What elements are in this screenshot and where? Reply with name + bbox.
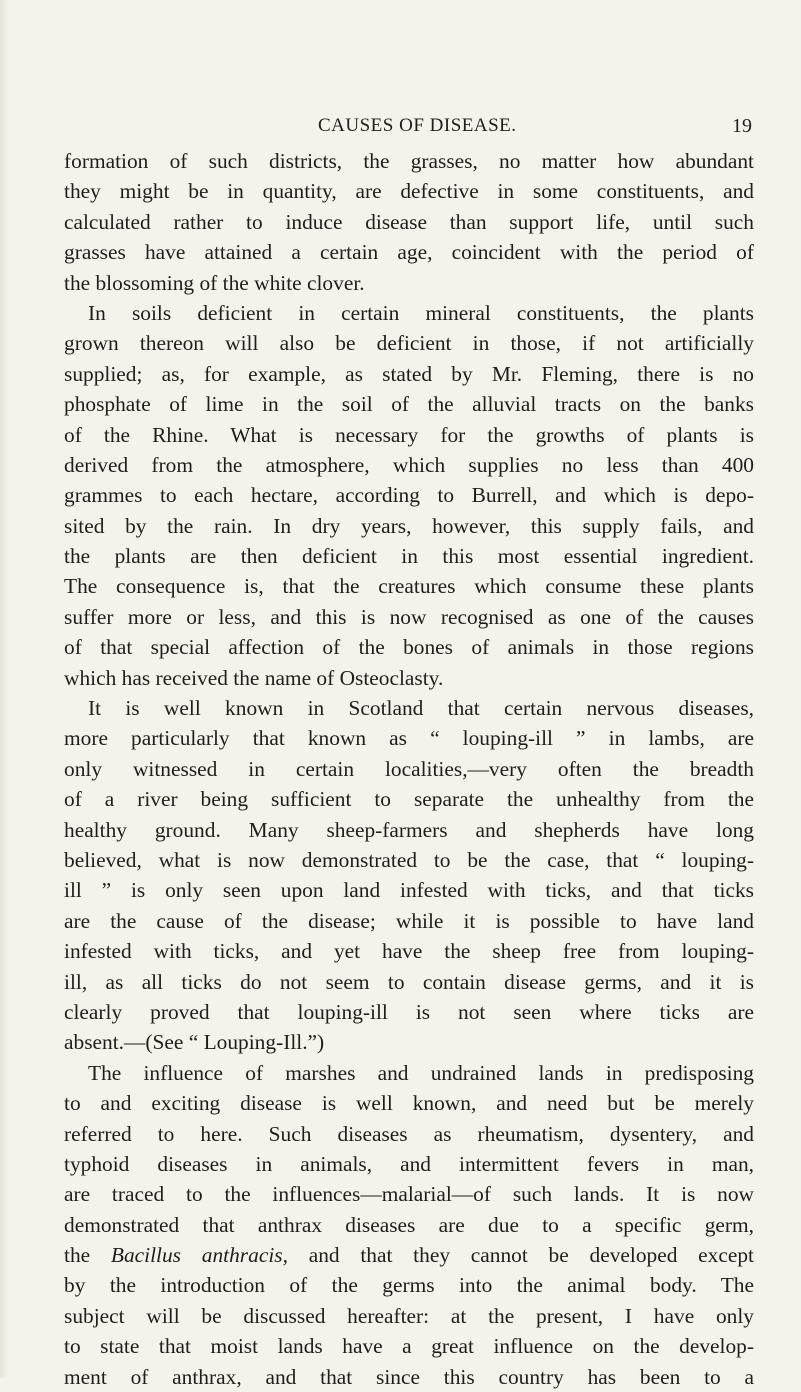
text-line: derived from the atmosphere, which supplies no less than 400 — [64, 452, 754, 477]
text-segment: the — [64, 1243, 111, 1268]
text-line: to state that moist lands have a great influence on the develop- — [64, 1334, 754, 1359]
running-head — [0, 115, 801, 145]
text-line: calculated rather to induce disease than support life, until such — [64, 209, 754, 234]
text-line: absent.—(See “ Louping-Ill.”) — [64, 1030, 325, 1055]
text-line: clearly proved that louping-ill is not seen where ticks are — [64, 999, 754, 1024]
text-line: formation of such districts, the grasses, no matter how abundant — [64, 149, 754, 173]
text-line: typhoid diseases in animals, and intermittent fevers in man, — [64, 1151, 754, 1176]
text-line: referred to here. Such diseases as rheumatism, dysentery, and — [64, 1121, 754, 1146]
text-line: by the introduction of the germs into the animal body. The — [64, 1273, 754, 1298]
page-gutter-shadow — [0, 0, 8, 1378]
text-line: grasses have attained a certain age, coincident with the period of — [64, 240, 754, 265]
text-line: they might be in quantity, are defective in some constituents, and — [64, 179, 754, 204]
text-line: grammes to each hectare, according to Burrell, and which is depo- — [64, 483, 754, 508]
text-line: sited by the rain. In dry years, however, this supply fails, and — [64, 513, 754, 538]
text-line: which has received the name of Osteoclasty. — [64, 665, 444, 690]
running-title: CAUSES OF DISEASE. — [318, 115, 517, 136]
text-line: phosphate of lime in the soil of the alluvial tracts on the banks — [64, 392, 754, 417]
text-line: ment of anthrax, and that since this country has been to a — [64, 1364, 754, 1389]
text-segment: and that they cannot be developed except — [287, 1243, 754, 1268]
text-line: supplied; as, for example, as stated by Mr. Fleming, there is no — [64, 361, 754, 386]
text-line: ill ” is only seen upon land infested with ticks, and that ticks — [64, 878, 754, 903]
text-line: The influence of marshes and undrained lands in predisposing — [88, 1060, 754, 1085]
text-line-with-italic — [64, 1240, 754, 1270]
text-line: The consequence is, that the creatures which consume these plants — [64, 574, 754, 599]
text-line: grown thereon will also be deficient in those, if not artificially — [64, 331, 754, 356]
text-line: infested with ticks, and yet have the sheep free from louping- — [64, 939, 754, 964]
text-line: ill, as all ticks do not seem to contain disease germs, and it is — [64, 969, 754, 994]
page-number: 19 — [732, 115, 752, 137]
text-line: believed, what is now demonstrated to be the case, that “ louping- — [64, 847, 754, 872]
text-line: only witnessed in certain localities,—very often the breadth — [64, 756, 754, 781]
text-line: In soils deficient in certain mineral constituents, the plants — [88, 300, 754, 325]
body-text — [64, 146, 754, 1392]
text-line: of that special affection of the bones of animals in those regions — [64, 635, 754, 660]
text-line: of a river being sufficient to separate the unhealthy from the — [64, 787, 754, 812]
italic-species-name: Bacillus anthracis, — [110, 1243, 288, 1268]
text-line: the blossoming of the white clover. — [64, 270, 365, 295]
text-line: the plants are then deficient in this most essential ingredient. — [64, 544, 754, 569]
text-line: to and exciting disease is well known, and need but be merely — [64, 1091, 754, 1116]
text-line: It is well known in Scotland that certain nervous diseases, — [88, 696, 754, 721]
text-line: are the cause of the disease; while it is possible to have land — [64, 908, 754, 933]
text-line: healthy ground. Many sheep-farmers and shepherds have long — [64, 817, 754, 842]
text-line: suffer more or less, and this is now recognised as one of the causes — [64, 604, 754, 629]
text-line: more particularly that known as “ louping-ill ” in lambs, are — [64, 726, 754, 751]
text-line: subject will be discussed hereafter: at the present, I have only — [64, 1303, 754, 1328]
text-line: of the Rhine. What is necessary for the growths of plants is — [64, 422, 754, 447]
text-line: demonstrated that anthrax diseases are due to a specific germ, — [64, 1212, 754, 1237]
text-line: are traced to the influences—malarial—of such lands. It is now — [64, 1182, 754, 1207]
